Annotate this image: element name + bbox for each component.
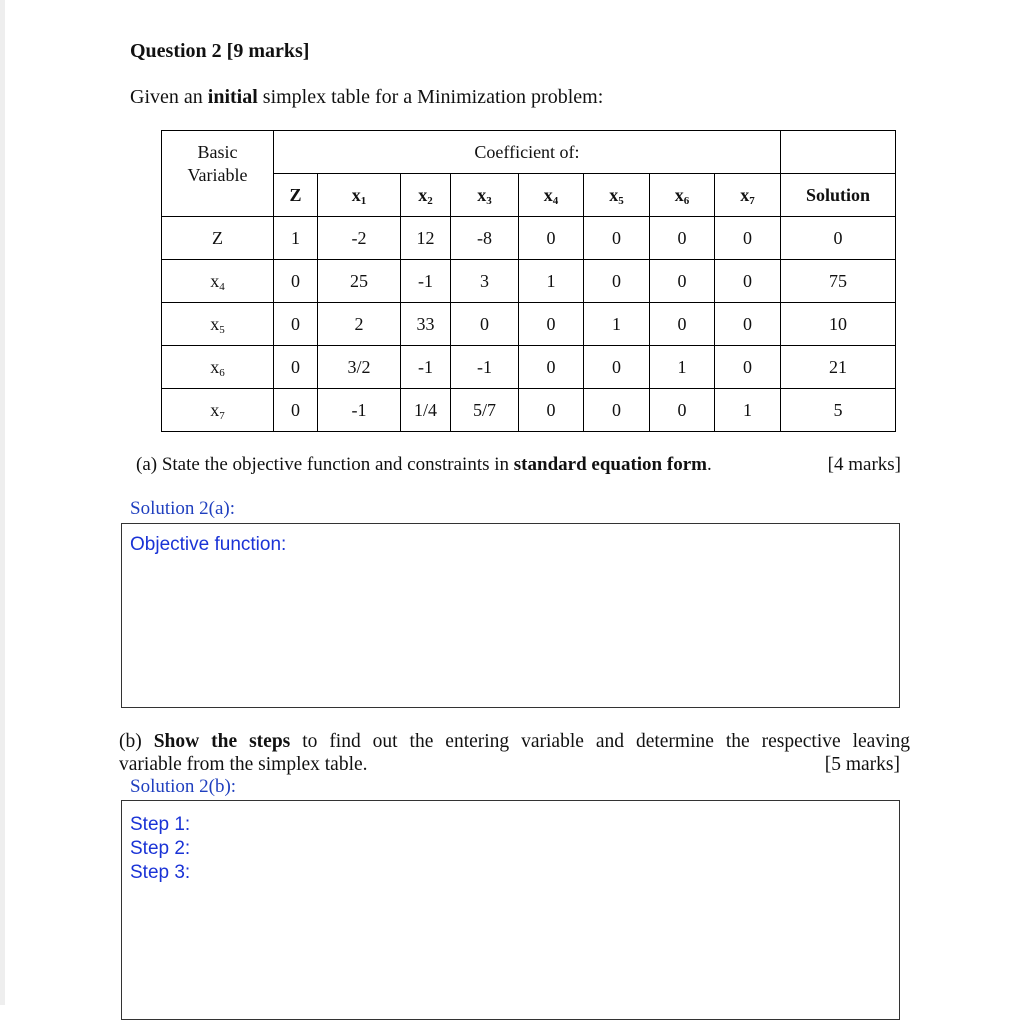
table-cell: 0 (519, 346, 584, 389)
table-cell: 0 (715, 346, 781, 389)
table-cell: 0 (584, 389, 650, 432)
part-b-line1 (119, 730, 910, 753)
basic-header-line2: Variable (187, 165, 248, 185)
table-cell: 33 (401, 303, 451, 346)
table-header-row-1 (162, 131, 896, 174)
table-cell: 25 (318, 260, 401, 303)
table-cell: -1 (401, 260, 451, 303)
table-cell: 0 (274, 346, 318, 389)
table-cell: 1 (650, 346, 715, 389)
table-cell: 0 (584, 217, 650, 260)
simplex-table (161, 130, 896, 432)
basic-header-line1: Basic (197, 142, 238, 162)
basic-variable-cell: $x_6$ (162, 346, 274, 389)
table-cell: 5/7 (451, 389, 519, 432)
solution-header: Solution (781, 174, 896, 217)
solution-header-top (781, 131, 896, 174)
part-b-line2-text: variable from the simplex table. (119, 754, 368, 775)
part-a-suffix: . (706, 454, 712, 475)
table-cell: 0 (584, 260, 650, 303)
table-cell: 2 (318, 303, 401, 346)
part-b-prefix: (b) (119, 731, 154, 752)
table-cell: 0 (274, 303, 318, 346)
column-header: $x_1$ (318, 174, 401, 217)
part-b-line1-rest: to find out the entering variable and determine the respective leaving (290, 731, 910, 752)
coefficient-header: Coefficient of: (274, 131, 781, 174)
table-cell: 0 (650, 217, 715, 260)
table-cell: 0 (650, 303, 715, 346)
part-a-question (136, 454, 901, 476)
part-a-marks: [4 marks] (827, 454, 901, 475)
table-cell: 1 (584, 303, 650, 346)
table-cell: 0 (715, 303, 781, 346)
objective-function-text: Objective function: (130, 534, 287, 555)
table-cell: 3/2 (318, 346, 401, 389)
basic-variable-cell: $x_5$ (162, 303, 274, 346)
intro-text-after: simplex table for a Minimization problem: (257, 86, 604, 108)
solution-cell: 10 (781, 303, 896, 346)
basic-variable-cell: $x_4$ (162, 260, 274, 303)
table-cell: 0 (451, 303, 519, 346)
steps-list (122, 801, 899, 885)
table-cell: -1 (318, 389, 401, 432)
step-2-text: Step 2: (130, 838, 191, 859)
question-intro (130, 86, 603, 109)
solution-a-answer-box[interactable] (121, 523, 900, 708)
table-cell: 1 (519, 260, 584, 303)
table-cell: 0 (650, 260, 715, 303)
part-b-line2 (119, 753, 910, 776)
part-a-prefix: (a) State the objective function and constraints in (136, 454, 514, 475)
table-row (162, 217, 896, 260)
table-cell: 0 (519, 389, 584, 432)
column-header: $x_7$ (715, 174, 781, 217)
column-header: $x_5$ (584, 174, 650, 217)
step-3-text: Step 3: (130, 862, 191, 883)
solution-cell: 21 (781, 346, 896, 389)
table-row (162, 260, 896, 303)
table-cell: 0 (584, 346, 650, 389)
solution-b-answer-box[interactable] (121, 800, 900, 1020)
basic-variable-header (162, 131, 274, 217)
table-cell: 0 (519, 217, 584, 260)
column-header: Z (274, 174, 318, 217)
intro-text-before: Given an (130, 86, 208, 108)
intro-text-bold: initial (207, 86, 258, 108)
column-header: $x_2$ (401, 174, 451, 217)
table-cell: 0 (715, 217, 781, 260)
table-cell: 1 (715, 389, 781, 432)
table-cell: 3 (451, 260, 519, 303)
table-row (162, 303, 896, 346)
part-b-bold: Show the steps (153, 731, 291, 752)
table-cell: -1 (401, 346, 451, 389)
table-cell: -8 (451, 217, 519, 260)
column-header: $x_6$ (650, 174, 715, 217)
solution-cell: 5 (781, 389, 896, 432)
table-cell: 0 (274, 260, 318, 303)
part-b-question (119, 730, 910, 776)
question-title: Question 2 [9 marks] (130, 40, 310, 62)
table-cell: 1 (274, 217, 318, 260)
column-header: $x_3$ (451, 174, 519, 217)
table-cell: 0 (519, 303, 584, 346)
basic-variable-cell: Z (162, 217, 274, 260)
solution-a-label: Solution 2(a): (130, 498, 236, 519)
table-cell: 0 (650, 389, 715, 432)
part-b-marks: [5 marks] (824, 754, 900, 775)
table-cell: 12 (401, 217, 451, 260)
part-a-bold: standard equation form (513, 454, 707, 475)
table-cell: -1 (451, 346, 519, 389)
table-row (162, 389, 896, 432)
step-1-text: Step 1: (130, 814, 191, 835)
column-header: $x_4$ (519, 174, 584, 217)
table-cell: 0 (715, 260, 781, 303)
page-edge-rule (0, 0, 5, 1005)
solution-cell: 0 (781, 217, 896, 260)
solution-cell: 75 (781, 260, 896, 303)
solution-b-label: Solution 2(b): (130, 776, 237, 797)
basic-variable-cell: $x_7$ (162, 389, 274, 432)
table-row (162, 346, 896, 389)
table-cell: -2 (318, 217, 401, 260)
table-cell: 1/4 (401, 389, 451, 432)
table-cell: 0 (274, 389, 318, 432)
